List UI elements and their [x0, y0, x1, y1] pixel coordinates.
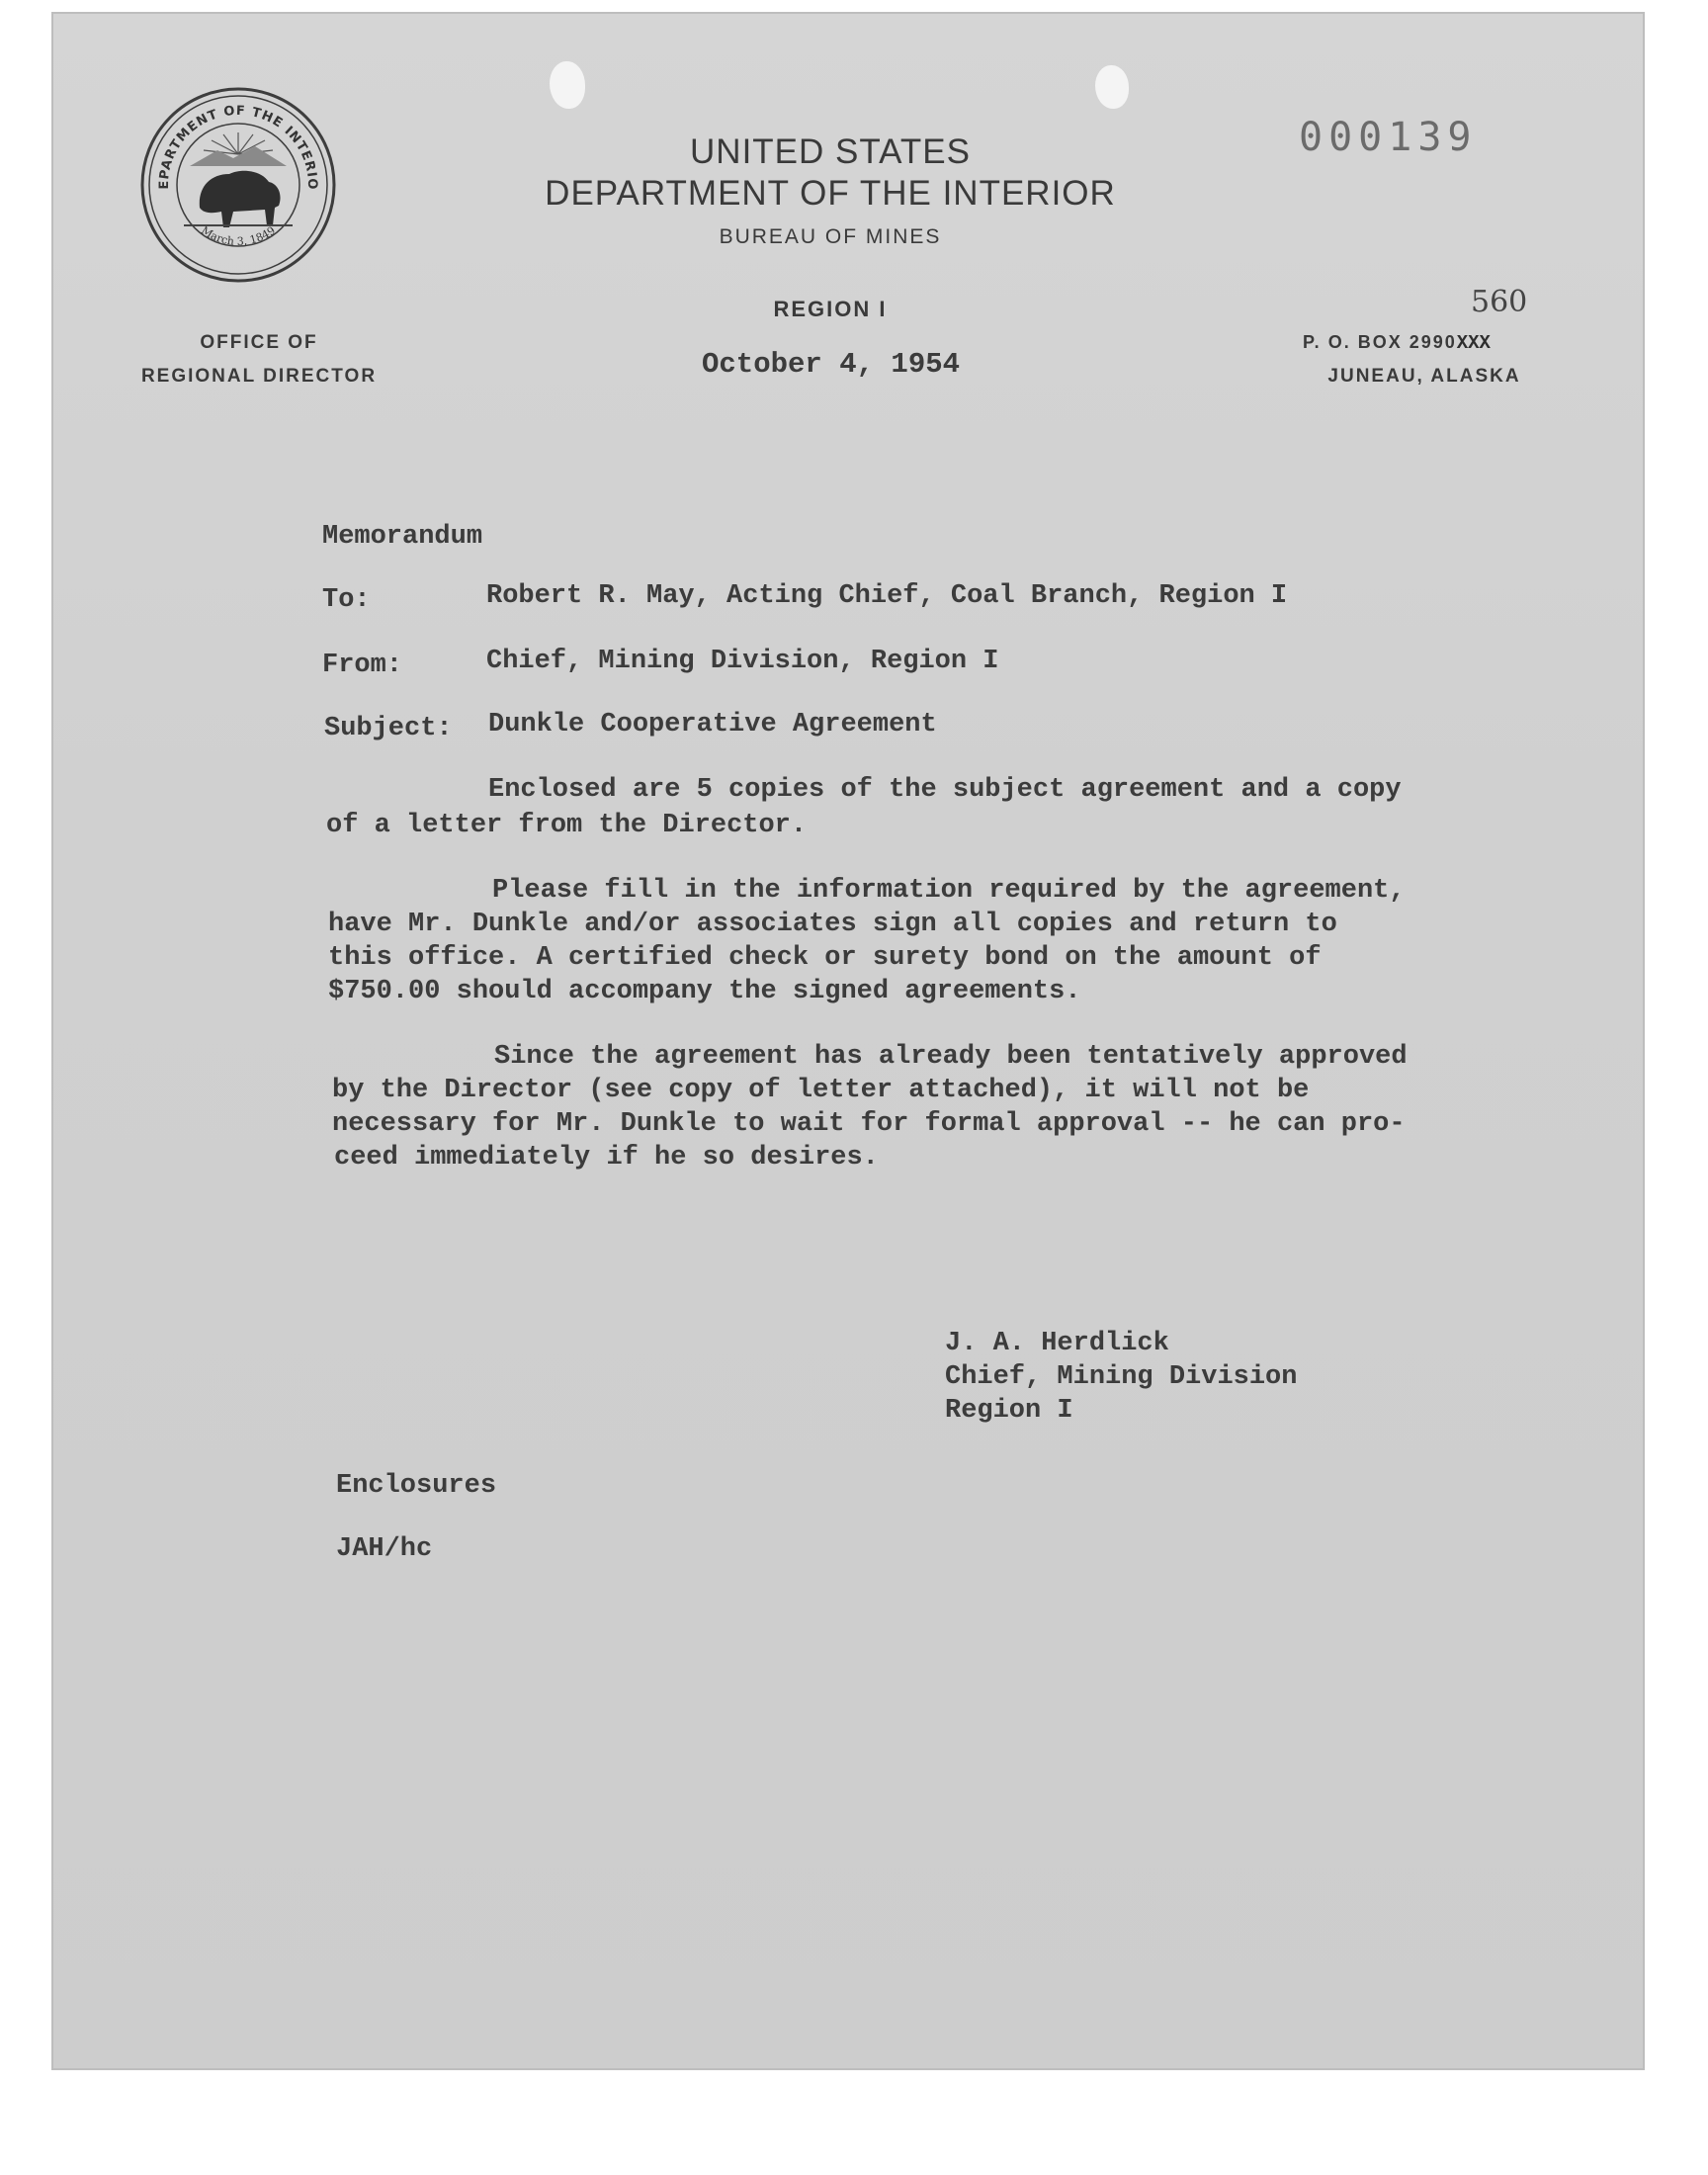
svg-text:March 3, 1849: [199, 224, 278, 248]
paragraph-1-line-2: of a letter from the Director.: [326, 811, 808, 840]
memo-page: [51, 12, 1645, 2070]
subject-label: Subject:: [324, 714, 453, 743]
seal-bottom-text: March 3, 1849: [199, 223, 278, 248]
signature-title: Chief, Mining Division: [945, 1362, 1298, 1392]
department-seal: [138, 85, 338, 285]
paragraph-2-line-2: have Mr. Dunkle and/or associates sign all copies and return to: [328, 910, 1337, 939]
memo-title: Memorandum: [322, 522, 483, 552]
paragraph-3-line-4: ceed immediately if he so desires.: [334, 1143, 879, 1173]
to-label: To:: [322, 585, 371, 615]
paragraph-3-line-3: necessary for Mr. Dunkle to wait for formal approval -- he can pro-: [332, 1109, 1406, 1139]
letterhead-line-1: UNITED STATES: [690, 132, 971, 171]
typist-initials: JAH/hc: [336, 1534, 433, 1564]
seal-top-text: EPARTMENT OF THE INTERIO: [156, 103, 320, 191]
from-value: Chief, Mining Division, Region I: [486, 647, 999, 676]
enclosures-note: Enclosures: [336, 1471, 497, 1501]
address-box-struck: XXX: [1456, 332, 1491, 354]
paragraph-3-line-2: by the Director (see copy of letter attached), it will not be: [332, 1076, 1310, 1105]
letterhead-line-3: BUREAU OF MINES: [719, 225, 942, 248]
seal-graphic-icon: [138, 85, 338, 285]
signature-region: Region I: [945, 1396, 1073, 1426]
signature-name: J. A. Herdlick: [945, 1329, 1169, 1358]
subject-value: Dunkle Cooperative Agreement: [488, 710, 937, 740]
punch-hole-right: [1095, 65, 1129, 109]
office-line-2: REGIONAL DIRECTOR: [140, 366, 378, 387]
paragraph-2-line-3: this office. A certified check or surety bond on the amount of: [328, 943, 1322, 973]
paragraph-2-line-1: Please fill in the information required by the agreement,: [492, 876, 1406, 906]
letterhead-region: REGION I: [773, 297, 888, 321]
from-label: From:: [322, 651, 403, 680]
office-line-1: OFFICE OF: [200, 332, 318, 353]
paragraph-3-line-1: Since the agreement has already been tentatively approved: [494, 1042, 1408, 1072]
address-city: JUNEAU, ALASKA: [1327, 366, 1521, 387]
to-value: Robert R. May, Acting Chief, Coal Branch, Region I: [486, 581, 1288, 611]
letterhead-line-2: DEPARTMENT OF THE INTERIOR: [545, 174, 1116, 213]
address-box-label: P. O. BOX 2990: [1303, 332, 1457, 352]
handwritten-box-number: 560: [1471, 285, 1528, 319]
paragraph-1-line-1: Enclosed are 5 copies of the subject agreement and a copy: [488, 775, 1402, 805]
address-box: [1303, 332, 1491, 354]
paragraph-2-line-4: $750.00 should accompany the signed agreements.: [328, 977, 1081, 1006]
stamp-number: 000139: [1299, 115, 1478, 160]
memo-date: October 4, 1954: [702, 348, 961, 381]
punch-hole-left: [550, 61, 585, 109]
